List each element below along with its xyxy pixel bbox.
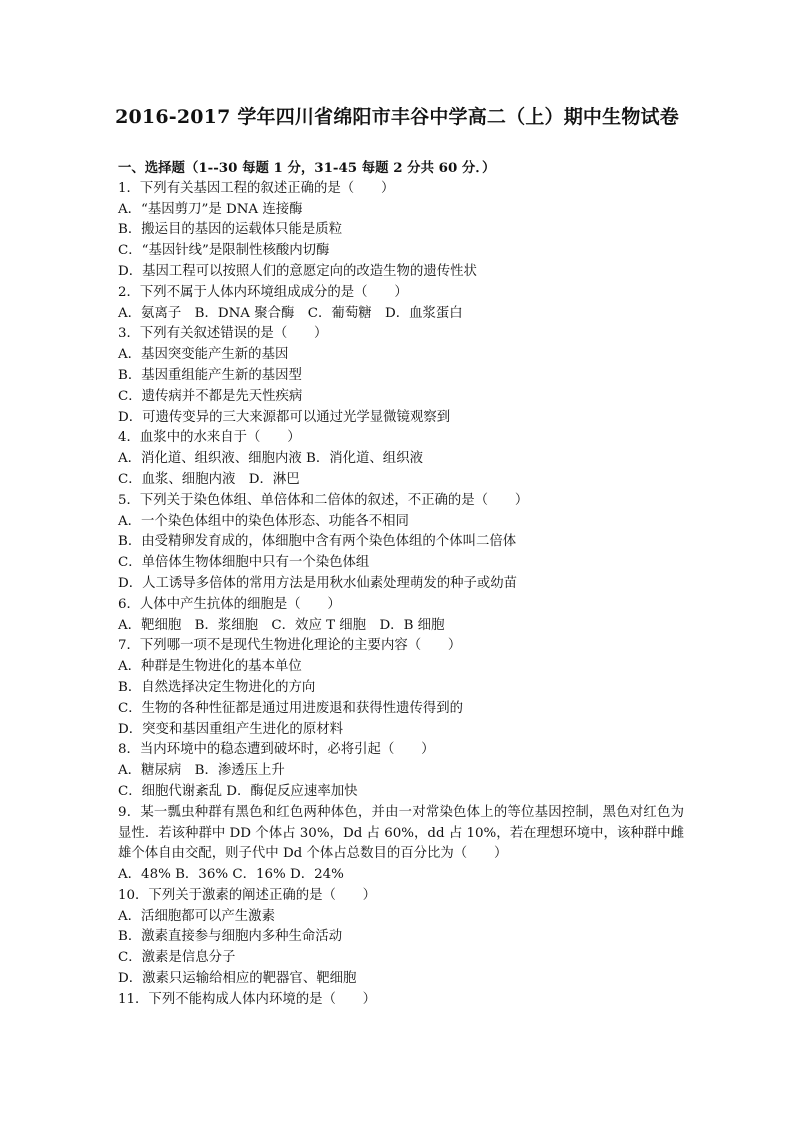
answer-option: C．“基因针线”是限制性核酸内切酶: [118, 243, 330, 259]
question-stem: 10．下列关于激素的阐述正确的是（ ）: [118, 887, 377, 903]
question-stem: 4．血浆中的水来自于（ ）: [118, 430, 301, 446]
answer-option: D．激素只运输给相应的靶器官、靶细胞: [118, 971, 357, 987]
section-heading: 一、选择题（1--30 每题 1 分，31-45 每题 2 分共 60 分．）: [118, 160, 496, 176]
answer-option: D．人工诱导多倍体的常用方法是用秋水仙素处理萌发的种子或幼苗: [118, 575, 518, 591]
answer-option: B．激素直接参与细胞内多种生命活动: [118, 929, 343, 945]
answer-option: A．基因突变能产生新的基因: [118, 347, 289, 363]
answer-option: D．基因工程可以按照人们的意愿定向的改造生物的遗传性状: [118, 263, 477, 279]
answer-option: C．遗传病并不都是先天性疾病: [118, 388, 303, 404]
page-title: 2016-2017 学年四川省绵阳市丰谷中学高二（上）期中生物试卷: [115, 106, 679, 128]
answer-option: B．基因重组能产生新的基因型: [118, 367, 302, 383]
question-stem: 1．下列有关基因工程的叙述正确的是（ ）: [118, 180, 395, 196]
answer-option: A．活细胞都可以产生激素: [118, 908, 275, 924]
answer-option: A．靶细胞 B．浆细胞 C．效应 T 细胞 D．B 细胞: [118, 617, 445, 633]
answer-option: C．单倍体生物体细胞中只有一个染色体组: [118, 555, 370, 571]
question-stem: 3．下列有关叙述错误的是（ ）: [118, 326, 328, 342]
question-list: [118, 158, 684, 1011]
answer-option: D．突变和基因重组产生进化的原材料: [118, 721, 343, 737]
answer-option: A．“基因剪刀”是 DNA 连接酶: [118, 201, 303, 217]
answer-option: C．激素是信息分子: [118, 950, 236, 966]
answer-option: C．细胞代谢紊乱 D．酶促反应速率加快: [118, 783, 358, 799]
question-stem: 11．下列不能构成人体内环境的是（ ）: [118, 991, 377, 1007]
answer-option: A．48% B．36% C．16% D．24%: [118, 867, 344, 883]
question-stem: 2．下列不属于人体内环境组成成分的是（ ）: [118, 284, 408, 300]
answer-option: A．一个染色体组中的染色体形态、功能各不相同: [118, 513, 409, 529]
question-stem: 8．当内环境中的稳态遭到破坏时，必将引起（ ）: [118, 742, 435, 758]
answer-option: B．自然选择决定生物进化的方向: [118, 679, 316, 695]
answer-option: A．种群是生物进化的基本单位: [118, 659, 302, 675]
answer-option: B．搬运目的基因的运载体只能是质粒: [118, 222, 343, 238]
answer-option: A．氨离子 B．DNA 聚合酶 C．葡萄糖 D．血浆蛋白: [118, 305, 463, 321]
answer-option: A．糖尿病 B．渗透压上升: [118, 763, 285, 779]
question-stem: 7．下列哪一项不是现代生物进化理论的主要内容（ ）: [118, 638, 462, 654]
question-stem: 6．人体中产生抗体的细胞是（ ）: [118, 596, 341, 612]
answer-option: D．可遗传变异的三大来源都可以通过光学显微镜观察到: [118, 409, 451, 425]
question-stem: 9．某一瓢虫种群有黑色和红色两种体色，并由一对常染色体上的等位基因控制，黑色对红色为显性．若该种群中 DD 个体占 30%，Dd 占 60%，dd 占 10%，若在理想环境中，该种群中雌雄个体自由交配，则子代中 Dd 个体占总数目的百分比为（ ）: [118, 804, 684, 862]
answer-option: C．生物的各种性征都是通过用进废退和获得性遗传得到的: [118, 700, 464, 716]
answer-option: C．血浆、细胞内液 D．淋巴: [118, 471, 300, 487]
question-stem: 5．下列关于染色体组、单倍体和二倍体的叙述，不正确的是（ ）: [118, 492, 529, 508]
answer-option: A．消化道、组织液、细胞内液 B．消化道、组织液: [118, 451, 423, 467]
answer-option: B．由受精卵发育成的，体细胞中含有两个染色体组的个体叫二倍体: [118, 534, 517, 550]
